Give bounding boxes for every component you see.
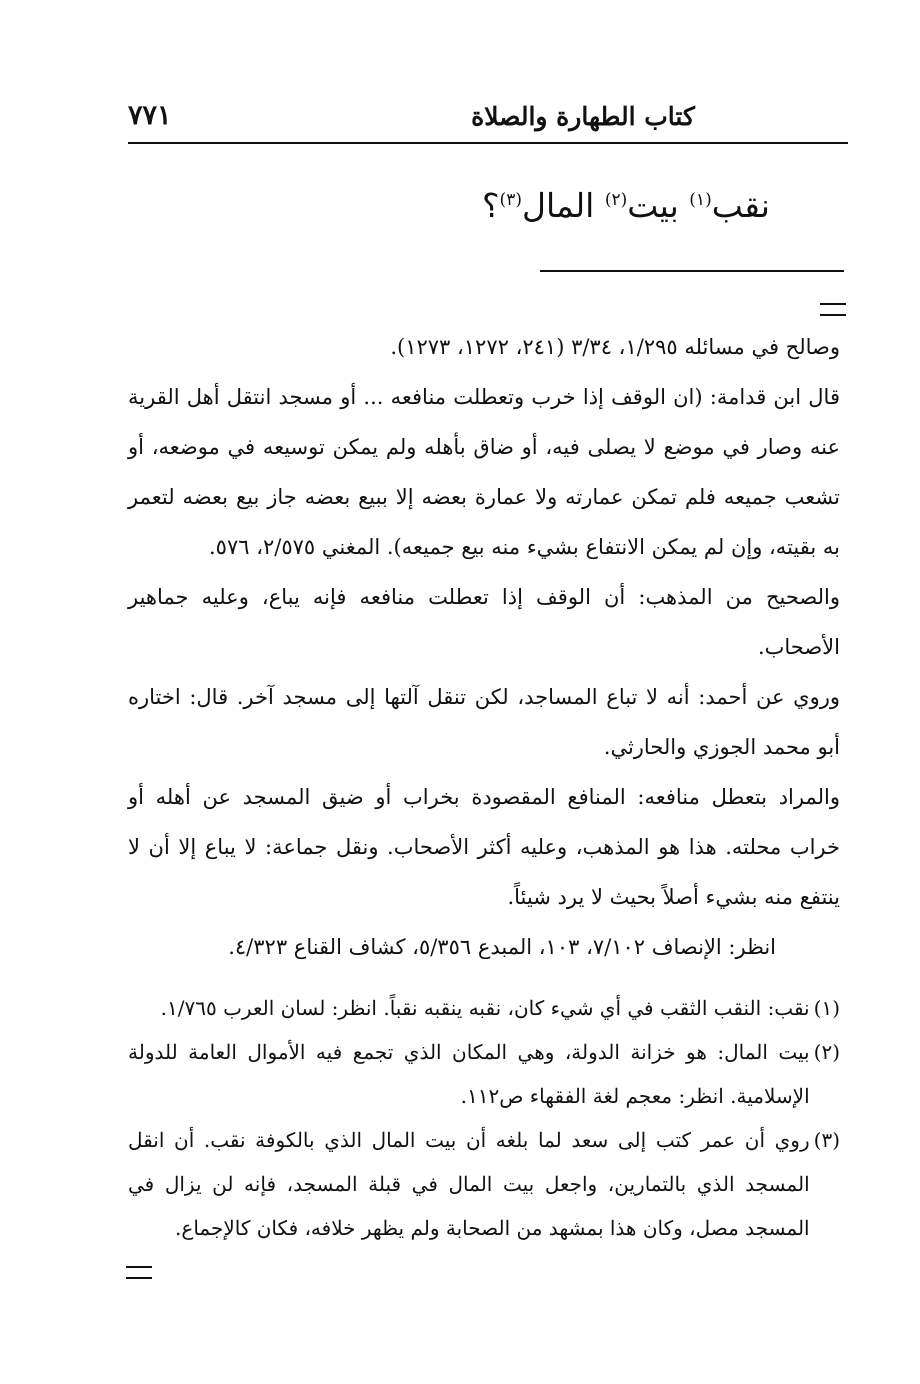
footnote-2 (128, 1030, 840, 1118)
footnote-ref-3[interactable]: (٣) (499, 190, 522, 210)
body-paragraph: والصحيح من المذهب: أن الوقف إذا تعطلت منافعه فإنه يباع، وعليه جماهير الأصحاب. (128, 585, 840, 659)
body-paragraph: والمراد بتعطل منافعه: المنافع المقصودة بخراب أو ضيق المسجد عن أهله أو خراب محلته. هذا هو المذهب، وعليه أكثر الأصحاب. ونقل جماعة: لا يباع إلا أن لا ينتفع منه بشيء أصلاً بحيث لا يرد شيئاً. (128, 785, 840, 909)
question-mark: ؟ (482, 186, 500, 225)
running-header (128, 96, 848, 144)
continued-footnote-text (128, 322, 840, 972)
footnote-ref-2[interactable]: (٢) (604, 190, 628, 210)
footnote-text: روي أن عمر كتب إلى سعد لما بلغه أن بيت المال الذي بالكوفة نقب. أن انقل المسجد الذي بالتمارين، واجعل بيت المال في قبلة المسجد، فإنه لن يزال في المسجد مصل، وكان هذا بمشهد من الصحابة ولم يظهر خلافه، فكان كالإجماع. (128, 1128, 810, 1240)
footnote-number: (٢) (813, 1040, 840, 1064)
footnote-1 (128, 986, 840, 1030)
question-word-3: المال (521, 186, 595, 225)
reference-line: انظر: الإنصاف ٧/١٠٢، ١٠٣، المبدع ٥/٣٥٦، كشاف القناع ٤/٣٢٣. (228, 935, 776, 959)
footnote-number: (٣) (813, 1128, 840, 1152)
footnote-separator (540, 270, 844, 272)
footnote-3 (128, 1118, 840, 1250)
question-word-2: بيت (627, 186, 679, 225)
continuation-mark (126, 1266, 152, 1279)
footnote-text: نقب: النقب الثقب في أي شيء كان، نقبه ينقبه نقباً. انظر: لسان العرب ١/٧٦٥. (160, 996, 810, 1020)
continuation-mark (820, 303, 846, 316)
body-paragraph: وصالح في مسائله ١/٢٩٥، ٣/٣٤ (٢٤١، ١٢٧٢، ١٢٧٣). (390, 335, 840, 359)
page-number: ٧٧١ (128, 100, 172, 131)
question-heading (482, 186, 770, 225)
body-paragraph: قال ابن قدامة: (ان الوقف إذا خرب وتعطلت منافعه ... أو مسجد انتقل أهل القرية عنه وصار في موضع لا يصلى فيه، أو ضاق بأهله ولم يمكن توسيعه في موضعه، أو تشعب جميعه فلم تمكن عمارته ولا عمارة بعضه إلا ببيع بعضه جاز بيع بعضه لتعمر به بقيته، وإن لم يمكن الانتفاع بشيء منه بيع جميعه). المغني ٢/٥٧٥، ٥٧٦. (128, 385, 840, 559)
body-paragraph: وروي عن أحمد: أنه لا تباع المساجد، لكن تنقل آلتها إلى مسجد آخر. قال: اختاره أبو محمد الجوزي والحارثي. (128, 685, 840, 759)
footnote-text: بيت المال: هو خزانة الدولة، وهي المكان الذي تجمع فيه الأموال العامة للدولة الإسلامية. انظر: معجم لغة الفقهاء ص١١٢. (128, 1040, 810, 1108)
footnotes (128, 986, 840, 1250)
question-word-1: نقب (711, 186, 770, 225)
footnote-ref-1[interactable]: (١) (689, 190, 712, 210)
book-title: كتاب الطهارة والصلاة (471, 102, 695, 131)
footnote-number: (١) (813, 996, 840, 1020)
